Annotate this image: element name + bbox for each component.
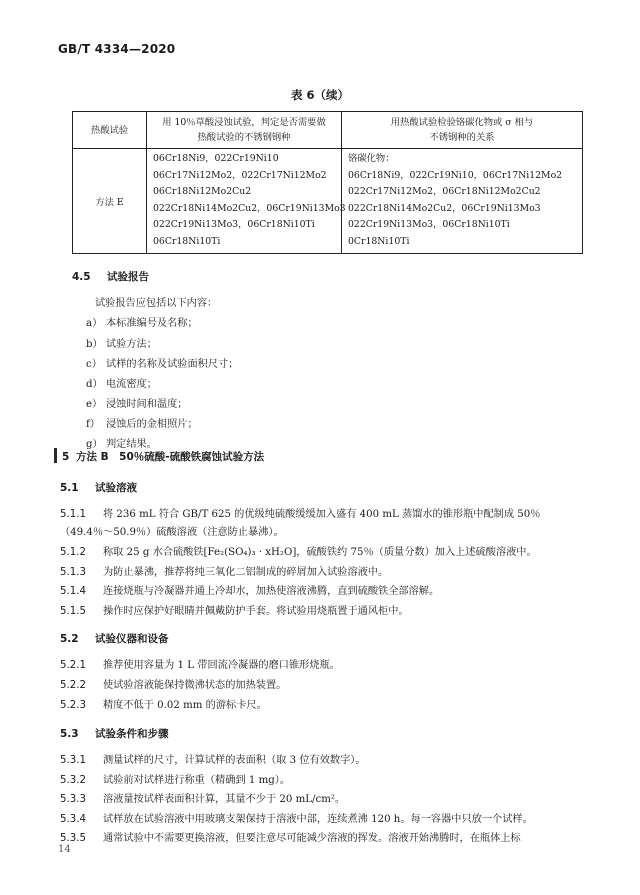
table-6 <box>72 111 583 254</box>
section-heading-5-3 <box>60 726 169 741</box>
clause-5-3-4 <box>60 810 533 825</box>
clause-number: 5.1.4 <box>60 586 86 597</box>
report-intro: 试验报告应包括以下内容： <box>95 298 218 309</box>
list-marker: f） <box>86 419 100 430</box>
section-heading-5-1 <box>60 480 137 495</box>
list-text: 电流密度； <box>106 379 157 390</box>
clause-5-1-5 <box>60 602 409 617</box>
clause-5-2-2 <box>60 676 286 691</box>
header-carbide-relation <box>342 112 583 149</box>
clause-text: 称取 25 g 水合硫酸铁[Fe₂(SO₄)₃ · xH₂O]，硫酸铁约 75％（质量分数）加入上述硫酸溶液中。 <box>103 547 537 558</box>
list-text: 判定结果。 <box>106 439 157 450</box>
steel-grade: 06Cr17Ni12Mo2，022Cr17Ni12Mo2 <box>153 169 327 181</box>
steel-grade: 022Cr17Ni12Mo2，06Cr18Ni12Mo2Cu2 <box>348 186 541 197</box>
clause-5-1-2 <box>60 543 537 558</box>
list-item <box>86 375 157 390</box>
clause-number: 5.3.2 <box>60 775 86 786</box>
header-line: 用热酸试验检验铬碳化物或 σ 相与 <box>390 117 534 128</box>
clause-number: 5.3.4 <box>60 814 86 825</box>
steel-grade: 022Cr19Ni13Mo3，06Cr18Ni10Ti <box>153 219 315 230</box>
clause-5-1-4 <box>60 582 439 597</box>
clause-number: 5.1.1 <box>60 509 86 520</box>
clause-5-2-3 <box>60 696 267 711</box>
clause-text: 将 236 mL 符合 GB/T 625 的优级纯硫酸缓缓加入盛有 400 mL 蒸馏水的锥形瓶中配制成 50％ <box>103 509 541 520</box>
clause-number: 5.1.3 <box>60 567 86 578</box>
steel-grade: 06Cr18Ni9，022Cr19Ni10，06Cr17Ni12Mo2 <box>348 169 563 181</box>
clause-number: 5.1.2 <box>60 547 86 558</box>
clause-continuation: （49.4％～50.9％）硫酸溶液（注意防止暴沸）。 <box>60 527 284 538</box>
chapter-title: 方法 B 50％硫酸-硫酸铁腐蚀试验方法 <box>76 451 265 463</box>
section-title: 试验条件和步骤 <box>95 728 169 740</box>
list-marker: a） <box>86 318 103 329</box>
section-title: 试验溶液 <box>95 482 137 494</box>
clause-5-3-3 <box>60 790 345 805</box>
section-number: 5.1 <box>60 482 79 494</box>
clause-text: 操作时应保护好眼睛并佩戴防护手套。将试验用烧瓶置于通风柜中。 <box>103 606 409 617</box>
clause-text: 试样放在试验溶液中用玻璃支架保持于溶液中部，连续煮沸 120 h。每一容器中只放一个试样。 <box>103 814 533 825</box>
section-heading-5-2 <box>60 631 169 646</box>
list-item <box>86 415 198 430</box>
header-oxalic-test <box>147 112 342 149</box>
list-item <box>86 435 157 450</box>
header-hot-acid-test: 热酸试验 <box>73 112 147 149</box>
clause-number: 5.2.2 <box>60 680 86 691</box>
heading-marker <box>54 448 57 463</box>
clause-text: 为防止暴沸，推荐将纯三氧化二铝制成的碎屑加入试验溶液中。 <box>103 567 389 578</box>
header-line: 用 10％草酸浸蚀试验，判定是否需要做 <box>162 117 326 128</box>
steel-grade: 022Cr18Ni14Mo2Cu2，06Cr19Ni13Mo3 <box>348 202 541 214</box>
chapter-heading-5 <box>62 449 264 464</box>
clause-number: 5.2.1 <box>60 660 86 671</box>
list-text: 试验方法； <box>106 339 157 350</box>
section-number: 5.3 <box>60 728 79 740</box>
method-cell: 方法 E <box>73 149 147 254</box>
clause-text: 试验前对试样进行称重（精确到 1 mg）。 <box>103 775 291 786</box>
clause-text: 精度不低于 0.02 mm 的游标卡尺。 <box>103 700 267 711</box>
clause-text: 使试验溶液能保持微沸状态的加热装置。 <box>103 680 287 691</box>
steel-grade: 022Cr19Ni13Mo3，06Cr18Ni10Ti <box>348 219 510 230</box>
clause-5-3-5 <box>60 829 521 844</box>
list-item <box>86 335 157 350</box>
section-title: 试验仪器和设备 <box>95 633 169 645</box>
clause-5-3-1 <box>60 751 366 766</box>
steel-grade: 06Cr18Ni10Ti <box>153 235 221 247</box>
section-heading-4-5 <box>72 269 149 284</box>
list-marker: b） <box>86 339 103 350</box>
steel-grade: 022Cr18Ni14Mo2Cu2，06Cr19Ni13Mo3 <box>153 202 346 214</box>
clause-5-1-1 <box>60 505 540 520</box>
steel-grade: 06Cr18Ni12Mo2Cu2 <box>153 186 252 197</box>
table-header-row <box>73 112 583 149</box>
list-marker: g） <box>86 439 103 450</box>
clause-number: 5.3.3 <box>60 794 86 805</box>
header-line: 不锈钢种的关系 <box>429 132 495 143</box>
clause-text: 溶液量按试样表面积计算，其量不少于 20 mL/cm²。 <box>103 794 346 805</box>
table-caption: 表 6（续） <box>290 88 349 102</box>
clause-text: 推荐使用容量为 1 L 带回流冷凝器的磨口锥形烧瓶。 <box>103 660 340 671</box>
list-marker: c） <box>86 359 102 370</box>
list-text: 本标准编号及名称； <box>106 318 198 329</box>
section-title: 试验报告 <box>107 271 149 283</box>
list-marker: d） <box>86 379 103 390</box>
clause-number: 5.1.5 <box>60 606 86 617</box>
list-text: 浸蚀后的金相照片； <box>106 419 198 430</box>
list-item <box>86 395 188 410</box>
clause-text: 连接烧瓶与冷凝器并通上冷却水，加热使溶液沸腾，直到硫酸铁全部溶解。 <box>103 586 440 597</box>
steel-grade: 铬碳化物： <box>348 153 395 164</box>
carbide-steel-list <box>342 149 583 254</box>
clause-5-3-2 <box>60 771 290 786</box>
list-text: 试样的名称及试验面积尺寸； <box>106 359 239 370</box>
steel-grade: 06Cr18Ni9，022Cr19Ni10 <box>153 153 279 164</box>
list-text: 浸蚀时间和温度； <box>106 399 188 410</box>
chapter-number: 5 <box>62 451 70 463</box>
steel-grade: 0Cr18Ni10Ti <box>348 235 410 247</box>
clause-number: 5.3.5 <box>60 833 86 844</box>
clause-text: 通常试验中不需要更换溶液，但要注意尽可能减少溶液的挥发。溶液开始沸腾时，在瓶体上标 <box>103 833 521 844</box>
section-number: 4.5 <box>72 271 91 283</box>
page-number: 14 <box>58 844 71 855</box>
header-line: 热酸试验的不锈钢钢种 <box>197 132 291 143</box>
clause-number: 5.2.3 <box>60 700 86 711</box>
clause-text: 测量试样的尺寸，计算试样的表面积（取 3 位有效数字）。 <box>103 755 366 766</box>
list-item <box>86 314 198 329</box>
list-item <box>86 355 238 370</box>
list-marker: e） <box>86 399 103 410</box>
clause-5-2-1 <box>60 656 340 671</box>
standard-code: GB/T 4334—2020 <box>58 42 176 56</box>
clause-number: 5.3.1 <box>60 755 86 766</box>
table-row <box>73 149 583 254</box>
clause-5-1-3 <box>60 563 388 578</box>
oxalic-steel-list <box>147 149 346 254</box>
section-number: 5.2 <box>60 633 79 645</box>
